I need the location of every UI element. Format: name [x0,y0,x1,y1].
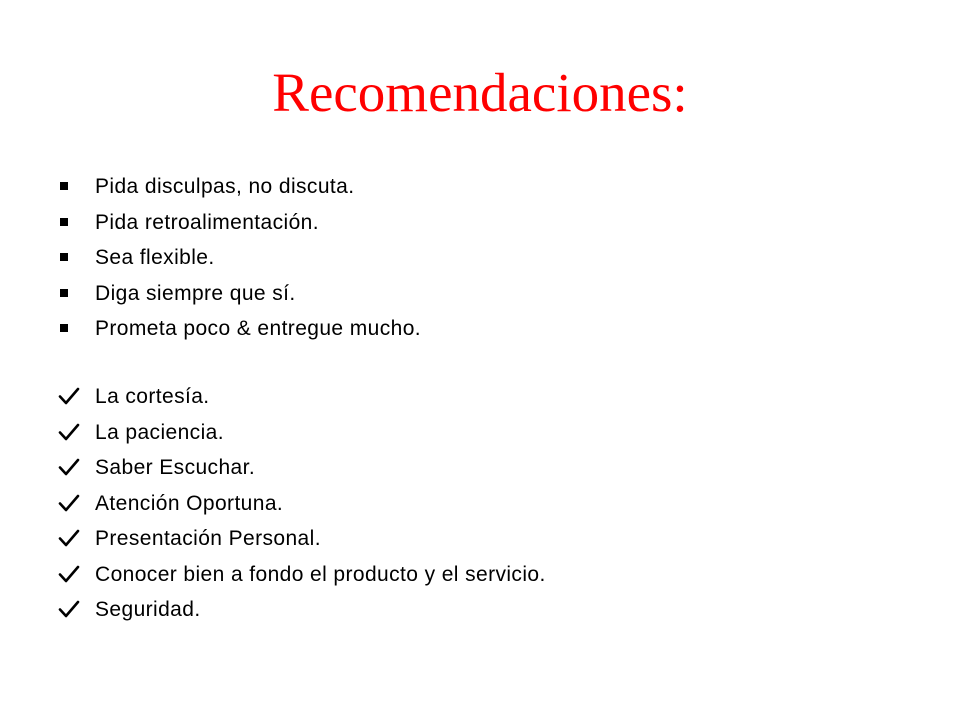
square-bullet-icon [60,324,68,332]
list-item-label: Pida disculpas, no discuta. [95,175,355,198]
checklist-item-label: La paciencia. [95,420,224,444]
checklist-item-label: La cortesía. [95,385,210,408]
checkmark-icon [58,528,80,548]
checklist-item-label: Conocer bien a fondo el producto y el servicio. [95,562,546,586]
checklist-item-label: Atención Oportuna. [95,491,284,515]
checklist-item-label: Saber Escuchar. [95,456,256,479]
square-bullet-icon [60,218,68,226]
list-item-label: Prometa poco & entregue mucho. [95,317,422,340]
checklist-item-label: Seguridad. [95,598,201,621]
checklist-item-label: Presentación Personal. [95,527,321,550]
list-item-label: Sea flexible. [95,246,215,269]
checkmark-icon [58,599,80,619]
list-item-label: Pida retroalimentación. [95,210,319,234]
checkmark-icon [58,493,80,513]
square-bullet-icon [60,289,68,297]
checkmark-icon [58,386,80,406]
checkmark-icon [58,457,80,477]
checkmark-icon [58,564,80,584]
slide-title: Recomendaciones: [272,62,688,123]
list-item-label: Diga siempre que sí. [95,281,296,305]
square-bullet-icon [60,253,68,261]
square-bullet-icon [60,182,68,190]
checkmark-icon [58,422,80,442]
